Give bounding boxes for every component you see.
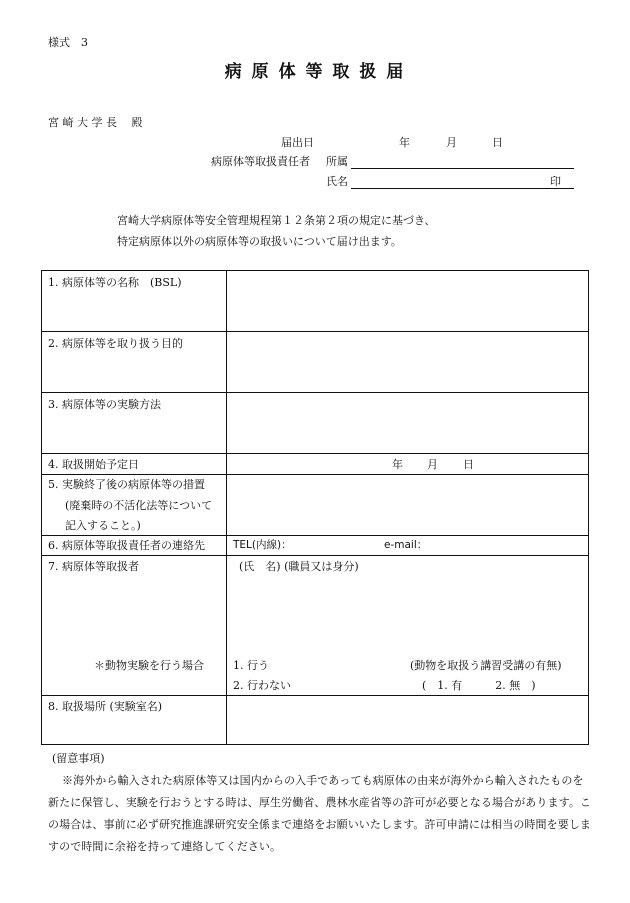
name-field[interactable] bbox=[351, 188, 574, 189]
handler-name-header: (氏 名) (職員又は身分) bbox=[239, 560, 359, 573]
row6-label: 6. 病原体等取扱責任者の連絡先 bbox=[48, 539, 205, 552]
row-divider bbox=[42, 392, 588, 393]
responsible-label: 病原体等取扱責任者 bbox=[211, 155, 310, 168]
form-code: 様式 3 bbox=[48, 36, 88, 49]
affiliation-field[interactable] bbox=[351, 168, 574, 169]
date-year-label: 年 bbox=[399, 136, 410, 149]
row7-label: 7. 病原体等取扱者 bbox=[48, 560, 139, 573]
method-field[interactable] bbox=[227, 394, 588, 453]
animal-option-no[interactable]: 2. 行わない bbox=[233, 679, 291, 692]
date-month-label: 月 bbox=[446, 136, 457, 149]
application-table bbox=[41, 270, 589, 745]
row4-label: 4. 取扱開始予定日 bbox=[48, 458, 139, 471]
purpose-field[interactable] bbox=[227, 333, 588, 392]
row3-label: 3. 病原体等の実験方法 bbox=[48, 398, 161, 411]
start-day-label: 日 bbox=[463, 458, 474, 471]
start-month-label: 月 bbox=[427, 458, 438, 471]
affiliation-label: 所属 bbox=[326, 155, 348, 168]
training-options[interactable]: ( 1. 有 2. 無 ) bbox=[422, 679, 536, 692]
date-day-label: 日 bbox=[492, 136, 503, 149]
row8-label: 8. 取扱場所 (実験室名) bbox=[48, 700, 163, 713]
animal-option-yes[interactable]: 1. 行う bbox=[233, 659, 269, 672]
notes-body: ※海外から輸入された病原体等又は国内からの入手であっても病原体の由来が海外から輸入されたものを新たに保管し、実験を行おうとする時は、厚生労働省、農林水産省等の許可が必要となる場合があります。この場合は、事前に必ず研究推進課研究安全係まで連絡をお願いいたします。許可申請には相当の時間を要しますので時間に余裕を持って連絡してください。 bbox=[48, 774, 592, 853]
row5-label-line3: 記入すること。) bbox=[65, 519, 141, 532]
notes-heading: (留意事項) bbox=[52, 752, 105, 765]
training-label: (動物を取扱う講習受講の有無) bbox=[410, 659, 562, 672]
row-divider bbox=[42, 535, 588, 536]
pathogen-name-field[interactable] bbox=[227, 272, 588, 331]
handler-names-field[interactable] bbox=[227, 577, 588, 657]
notes-section bbox=[48, 748, 593, 858]
row-divider bbox=[42, 331, 588, 332]
row2-label: 2. 病原体等を取り扱う目的 bbox=[48, 337, 183, 350]
row5-label-line1: 5. 実験終了後の病原体等の措置 bbox=[48, 478, 205, 491]
email-label: e-mail： bbox=[384, 539, 428, 551]
row-divider bbox=[42, 474, 588, 475]
disposal-measures-field[interactable] bbox=[227, 476, 588, 535]
row5-label-line2: (廃棄時の不活化法等について bbox=[65, 499, 213, 512]
row-divider bbox=[42, 555, 588, 556]
start-year-label: 年 bbox=[392, 458, 403, 471]
animal-experiment-label: ＊動物実験を行う場合 bbox=[94, 659, 204, 672]
name-label: 氏名 bbox=[326, 175, 348, 188]
seal-mark: 印 bbox=[550, 175, 561, 188]
row-divider bbox=[42, 695, 588, 696]
location-field[interactable] bbox=[227, 697, 588, 744]
row-divider bbox=[42, 453, 588, 454]
date-label: 届出日 bbox=[281, 136, 314, 149]
intro-line-2: 特定病原体以外の病原体等の取扱いについて届け出ます。 bbox=[117, 235, 402, 248]
tel-label: TEL(内線)： bbox=[233, 539, 292, 551]
addressee: 宮 崎 大 学 長 殿 bbox=[48, 116, 143, 129]
row1-label: 1. 病原体等の名称 (BSL) bbox=[48, 276, 182, 289]
page-title: 病 原 体 等 取 扱 届 bbox=[224, 62, 406, 82]
intro-line-1: 宮崎大学病原体等安全管理規程第１２条第２項の規定に基づき、 bbox=[117, 214, 436, 227]
